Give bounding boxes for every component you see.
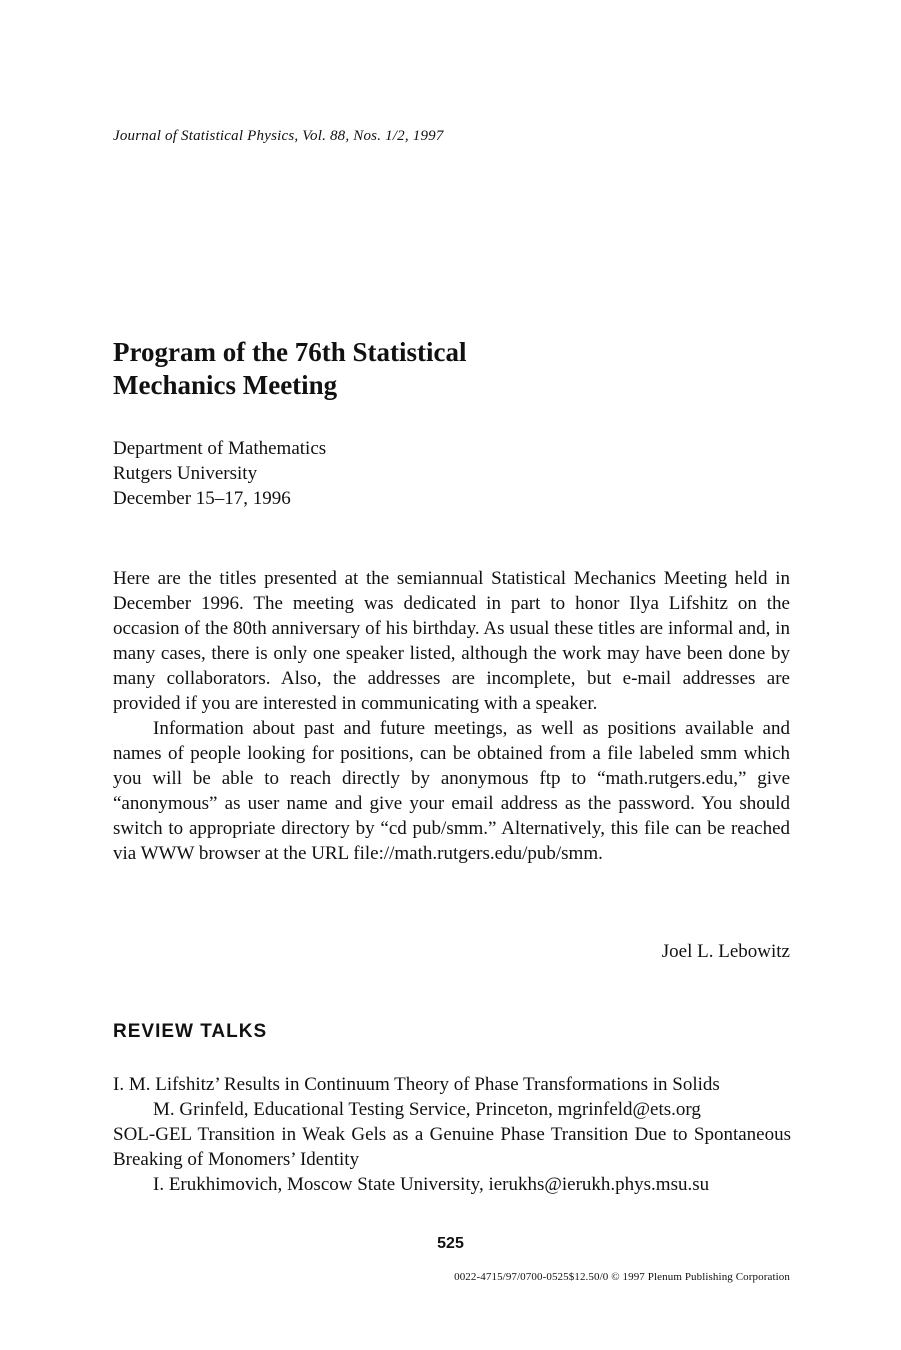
intro-paragraph-1: Here are the titles presented at the semiannual Statistical Mechanics Meeting held in December 1996. The meeting was dedicated in part to honor Ilya Lifshitz on the occasion of the 80th anniversary of his birthday. As usual these titles are informal and, in many cases, there is only one speaker listed, although the work may have been done by many collaborators. Also, the addresses are incomplete, but e-mail addresses are provided if you are interested in communicating with a speaker. — [113, 568, 790, 714]
section-heading-review-talks: REVIEW TALKS — [113, 1021, 268, 1042]
talk-speaker: I. Erukhimovich, Moscow State University, ierukhs@ierukh.phys.msu.su — [153, 1174, 710, 1195]
article-title-line-1: Program of the 76th Statistical — [113, 337, 467, 367]
talk-list — [113, 1072, 791, 1197]
talk-title: SOL-GEL Transition in Weak Gels as a Genuine Phase Transition Due to Spontaneous Breaking of Monomers’ Identity — [113, 1124, 791, 1170]
meeting-venue — [113, 436, 326, 511]
copyright-footer: 0022-4715/97/0700-0525$12.50/0 © 1997 Plenum Publishing Corporation — [454, 1271, 790, 1283]
article-title-line-2: Mechanics Meeting — [113, 370, 338, 400]
venue-department: Department of Mathematics — [113, 438, 327, 459]
article-title — [113, 336, 466, 402]
introduction-text — [113, 566, 790, 866]
talk-entry — [113, 1122, 791, 1197]
venue-dates: December 15–17, 1996 — [113, 488, 291, 509]
talk-entry — [113, 1072, 791, 1122]
author-signature: Joel L. Lebowitz — [661, 941, 790, 962]
talk-title: I. M. Lifshitz’ Results in Continuum Theory of Phase Transformations in Solids — [113, 1074, 720, 1095]
journal-citation: Journal of Statistical Physics, Vol. 88, Nos. 1/2, 1997 — [113, 128, 444, 144]
intro-paragraph-2: Information about past and future meetings, as well as positions available and names of people looking for positions, can be obtained from a file labeled smm which you will be able to reach directly by anonymous ftp to “math.rutgers.edu,” give “anonymous” as user name and give your email address as the password. You should switch to appropriate directory by “cd pub/smm.” Alternatively, this file can be reached via WWW browser at the URL file://math.rutgers.edu/pub/smm. — [113, 718, 790, 864]
page-number: 525 — [437, 1235, 464, 1252]
talk-speaker: M. Grinfeld, Educational Testing Service, Princeton, mgrinfeld@ets.org — [153, 1099, 701, 1120]
venue-university: Rutgers University — [113, 463, 258, 484]
